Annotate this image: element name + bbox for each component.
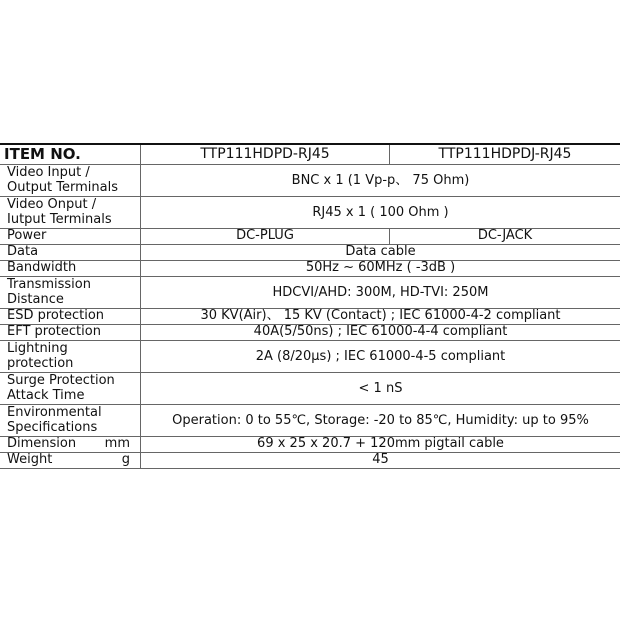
- video-output-label: Video Onput / Iutput Terminals: [0, 196, 141, 228]
- esd-value: 30 KV(Air)、 15 KV (Contact) ; IEC 61000-4-2 compliant: [200, 308, 561, 323]
- video-output-row: [0, 196, 620, 228]
- video-input-row: [0, 164, 620, 196]
- power-label: Power: [0, 228, 141, 244]
- transmission-value: HDCVI/AHD: 300M, HD-TVI: 250M: [272, 284, 489, 300]
- surge-value: < 1 nS: [358, 380, 403, 396]
- bandwidth-row: [0, 260, 620, 276]
- eft-label: EFT protection: [0, 324, 141, 340]
- power-row: [0, 228, 620, 244]
- weight-row: [0, 452, 620, 468]
- video-input-label: Video Input / Output Terminals: [0, 164, 141, 196]
- weight-label: Weight: [7, 452, 53, 467]
- transmission-label: Transmission Distance: [0, 276, 141, 308]
- eft-row: [0, 324, 620, 340]
- environmental-label: Environmental Specifications: [0, 404, 141, 436]
- lightning-label: Lightning protection: [0, 340, 141, 372]
- model-b-cell: TTP111HDPDJ-RJ45: [438, 145, 572, 162]
- esd-row: [0, 308, 620, 324]
- environmental-value: Operation: 0 to 55℃, Storage: -20 to 85℃, Humidity: up to 95%: [172, 412, 589, 428]
- dimension-label: Dimension: [7, 436, 77, 451]
- lightning-row: [0, 340, 620, 372]
- video-output-value: RJ45 x 1 ( 100 Ohm ): [312, 204, 449, 220]
- weight-value: 45: [372, 452, 389, 467]
- data-row: [0, 244, 620, 260]
- power-value-b: DC-JACK: [477, 228, 533, 243]
- data-label: Data: [0, 244, 141, 260]
- model-a-cell: TTP111HDPD-RJ45: [141, 144, 390, 164]
- spec-table: [0, 143, 620, 469]
- dimension-value: 69 x 25 x 20.7 + 120mm pigtail cable: [257, 436, 504, 451]
- video-input-value: BNC x 1 (1 Vp-p、 75 Ohm): [291, 172, 470, 188]
- bandwidth-label: Bandwidth: [0, 260, 141, 276]
- eft-value: 40A(5/50ns) ; IEC 61000-4-4 compliant: [253, 324, 508, 339]
- lightning-value: 2A (8/20μs) ; IEC 61000-4-5 compliant: [255, 348, 506, 364]
- weight-label-cell: [0, 452, 141, 468]
- dimension-label-cell: [0, 436, 141, 452]
- surge-row: [0, 372, 620, 404]
- bandwidth-value: 50Hz ~ 60MHz ( -3dB ): [305, 260, 456, 275]
- weight-unit: g: [121, 452, 130, 467]
- environmental-row: [0, 404, 620, 436]
- header-row: [0, 144, 620, 164]
- dimension-unit: mm: [104, 436, 130, 451]
- surge-label: Surge Protection Attack Time: [0, 372, 141, 404]
- transmission-row: [0, 276, 620, 308]
- data-value: Data cable: [345, 244, 416, 259]
- item-no-label: ITEM NO.: [0, 144, 141, 164]
- power-value-a: DC-PLUG: [141, 228, 390, 244]
- dimension-row: [0, 436, 620, 452]
- esd-label: ESD protection: [0, 308, 141, 324]
